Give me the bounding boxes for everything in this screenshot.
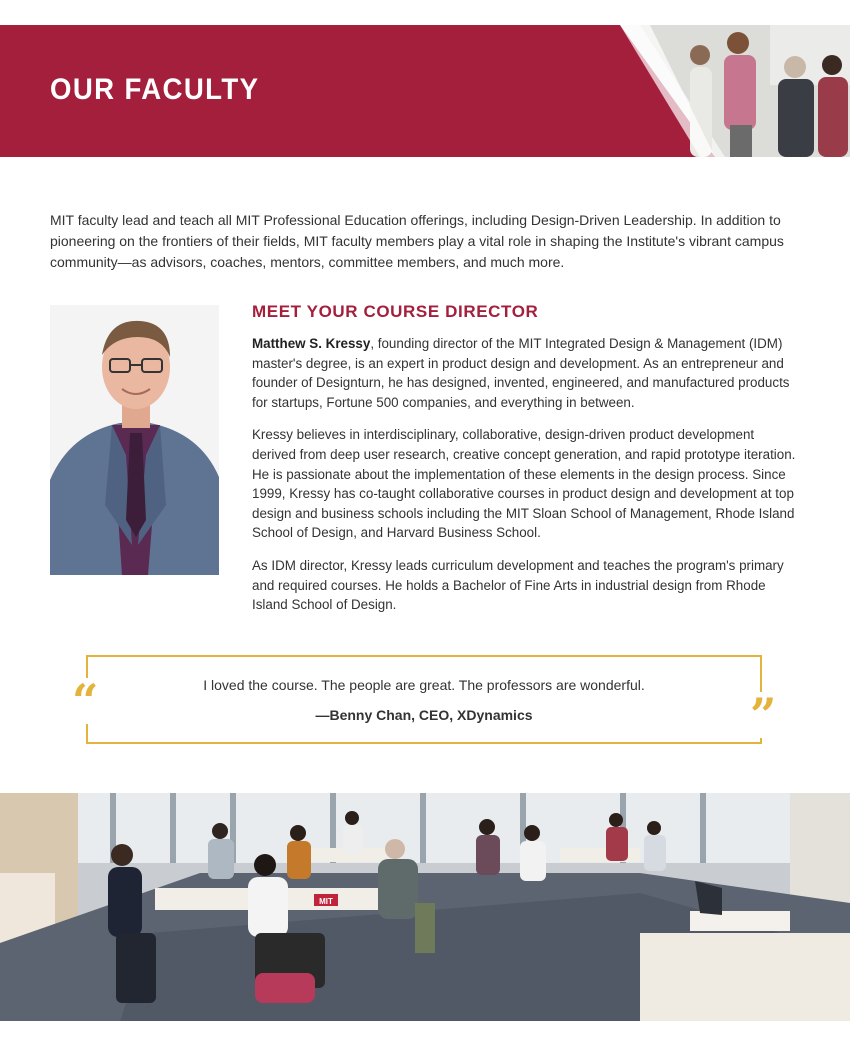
director-bio-1 xyxy=(252,334,797,412)
director-bio-2: Kressy believes in interdisciplinary, collaborative, design-driven product development derived from deep user research, creative concept generation, and rapid prototype iteration. He is passionate about the implementation of these elements in the design process. Since 1999, Kressy has co-taught collaborative courses in product design and development at top design and business schools including the MIT Sloan School of Management, Rhode Island School of Design, and Harvard Business School. xyxy=(252,427,796,541)
director-name: Matthew S. Kressy xyxy=(252,336,371,351)
testimonial-box xyxy=(86,655,762,744)
testimonial-quote: I loved the course. The people are great. The professors are wonderful. xyxy=(203,677,645,693)
course-director-section xyxy=(252,302,797,628)
director-bio-1-text: , founding director of the MIT Integrated Design & Management (IDM) master's degree, is an expert in product design and development. As an entrepreneur and founder of Designturn, he has designed, invented, engineered, and manufactured products for startups, Fortune 500 companies, and everything in between. xyxy=(252,336,790,410)
director-heading: MEET YOUR COURSE DIRECTOR xyxy=(252,302,539,321)
director-portrait xyxy=(50,305,219,575)
close-quote-icon: ” xyxy=(746,692,780,738)
intro-paragraph: MIT faculty lead and teach all MIT Professional Education offerings, including Design-Driven Leadership. In addition to pioneering on the frontiers of their fields, MIT faculty members play a vital role in shaping the Institute's vibrant campus community—as advisors, coaches, mentors, committee members, and much more. xyxy=(50,212,784,270)
page-title: OUR FACULTY xyxy=(50,73,260,106)
director-bio-3: As IDM director, Kressy leads curriculum development and teaches the program's primary and required courses. He holds a Bachelor of Fine Arts in industrial design from Rhode Island School of Design. xyxy=(252,557,784,613)
open-quote-icon: “ xyxy=(68,678,102,724)
testimonial-attribution: —Benny Chan, CEO, XDynamics xyxy=(315,707,533,723)
header-banner xyxy=(0,25,850,157)
classroom-photo xyxy=(0,793,850,1021)
tent-card-label: MIT xyxy=(319,897,333,906)
